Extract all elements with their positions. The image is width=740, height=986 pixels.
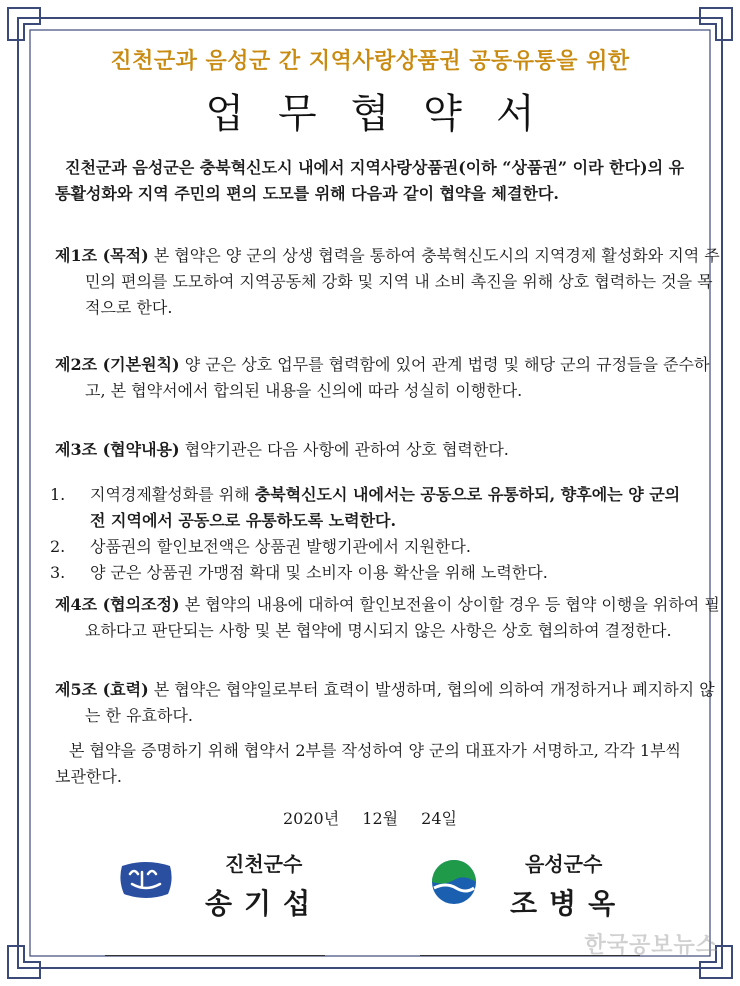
article-1-heading: 제1조 (목적)	[55, 246, 149, 265]
document-title: 업무협약서	[205, 91, 569, 137]
left-signature-line	[105, 955, 325, 956]
article-4	[55, 592, 723, 644]
article-5-text: 본 협약은 협약일로부터 효력이 발생하며, 협의에 의하여 개정하거나 폐지하지 않는 한 유효하다.	[85, 680, 715, 725]
intro-paragraph: 진천군과 음성군은 충북혁신도시 내에서 지역사랑상품권(이하 “상품권” 이라 한다)의 유통활성화와 지역 주민의 편의 도모를 위해 다음과 같이 협약을 체결한다.	[55, 158, 685, 203]
item-text: 양 군은 상품권 가맹점 확대 및 소비자 이용 확산을 위해 노력한다.	[90, 563, 548, 582]
item-number: 3.	[50, 563, 66, 582]
left-signatory-name: 송기섭	[205, 887, 323, 920]
article-4-text: 본 협약의 내용에 대하여 할인보전율이 상이할 경우 등 협약 이행을 위하여 필요하다고 판단되는 사항 및 본 협약에 명시되지 않은 사항은 상호 협의하여 결정한다.	[85, 595, 720, 640]
article-1-text: 본 협약은 양 군의 상생 협력을 통하여 충북혁신도시의 지역경제 활성화와 지역 주민의 편의를 도모하여 지역공동체 강화 및 지역 내 소비 촉진을 위해 상호 협력하는 것을 목적으로 한다.	[85, 246, 720, 317]
document-subtitle: 진천군과 음성군 간 지역사랑상품권 공동유통을 위한	[110, 49, 630, 74]
watermark: 한국공보뉴스	[584, 933, 718, 958]
list-item	[50, 482, 695, 534]
eumseong-logo-icon	[430, 858, 478, 906]
article-3-items	[50, 482, 695, 586]
item-bold-text: 충북혁신도시 내에서는 공동으로 유통하되, 향후에는 양 군의 전 지역에서 공동으로 유통하도록 노력한다.	[90, 485, 681, 530]
article-5	[55, 677, 723, 729]
list-item	[50, 560, 695, 586]
article-3-heading: 제3조 (협약내용)	[55, 440, 180, 459]
right-signatory-name: 조병옥	[510, 887, 628, 920]
item-number: 2.	[50, 537, 66, 556]
article-3	[55, 437, 723, 463]
right-county-title: 음성군수	[525, 852, 603, 876]
agreement-date: 2020년 12월 24일	[283, 809, 457, 828]
article-5-heading: 제5조 (효력)	[55, 680, 149, 699]
jincheon-logo-icon	[118, 860, 174, 900]
article-3-text: 협약기관은 다음 사항에 관하여 상호 협력한다.	[184, 440, 509, 459]
closing-paragraph: 본 협약을 증명하기 위해 협약서 2부를 작성하여 양 군의 대표자가 서명하고, 각각 1부씩 보관한다.	[55, 741, 681, 786]
list-item	[50, 534, 695, 560]
article-1	[55, 243, 723, 321]
article-2-heading: 제2조 (기본원칙)	[55, 355, 180, 374]
item-text: 상품권의 할인보전액은 상품권 발행기관에서 지원한다.	[90, 537, 471, 556]
article-2	[55, 352, 723, 404]
article-2-text: 양 군은 상호 업무를 협력함에 있어 관계 법령 및 해당 군의 규정들을 준수하고, 본 협약서에서 합의된 내용을 신의에 따라 성실히 이행한다.	[85, 355, 710, 400]
article-4-heading: 제4조 (협의조정)	[55, 595, 180, 614]
left-county-title: 진천군수	[225, 852, 303, 876]
item-text: 지역경제활성화를 위해	[90, 485, 255, 504]
item-number: 1.	[50, 485, 66, 504]
